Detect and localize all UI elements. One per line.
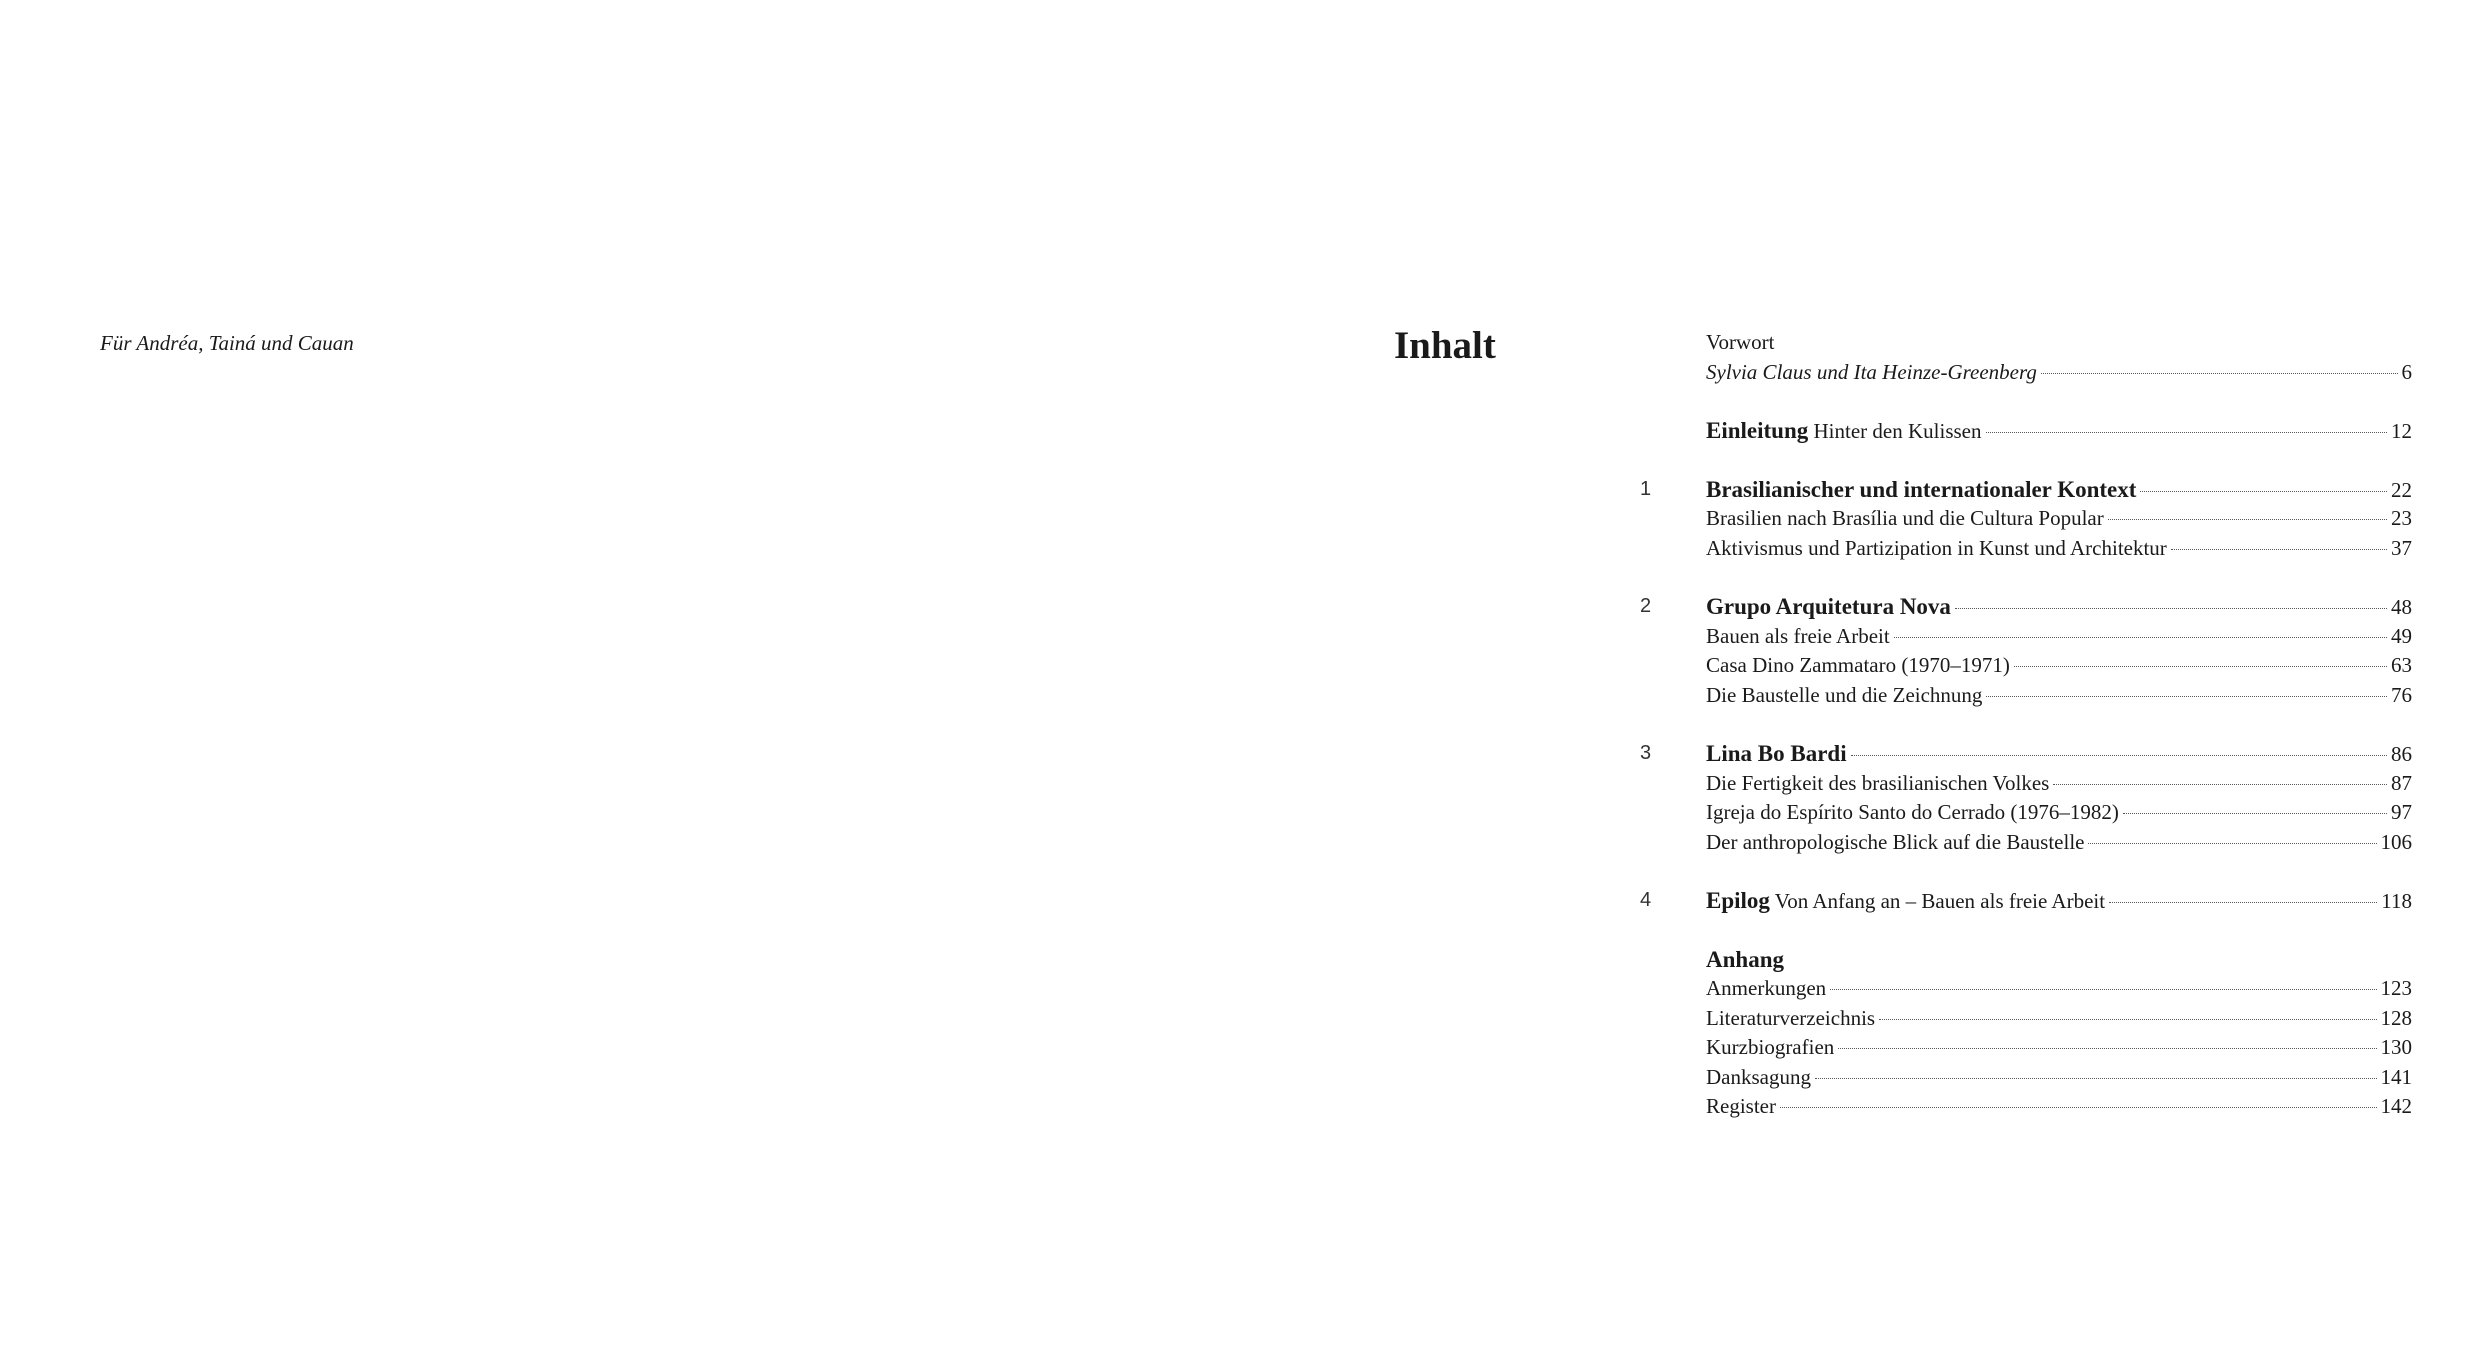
toc-line (1706, 974, 2412, 1004)
toc-section (1640, 416, 2412, 446)
toc-entry[interactable] (1640, 416, 2412, 446)
toc-entry-text: Casa Dino Zammataro (1970–1971) (1706, 653, 2010, 677)
toc-title: Inhalt (1394, 324, 1496, 367)
page-number: 49 (2391, 623, 2412, 648)
toc-entry[interactable] (1640, 622, 2412, 652)
toc-line (1706, 1092, 2412, 1122)
toc-entry[interactable] (1640, 1063, 2412, 1093)
toc-entry[interactable] (1640, 974, 2412, 1004)
toc-entry[interactable] (1640, 358, 2412, 388)
toc-row (1640, 945, 2412, 975)
toc-entry-text: Der anthropologische Blick auf die Baustelle (1706, 829, 2085, 854)
dot-leader (2109, 902, 2377, 903)
page-number: 128 (2380, 1005, 2412, 1030)
toc-entry[interactable] (1640, 1092, 2412, 1122)
chapter-number: 2 (1640, 595, 1652, 617)
toc-line (1706, 739, 2412, 770)
dot-leader (1838, 1048, 2376, 1049)
page-number: 23 (2391, 506, 2412, 530)
toc-entry[interactable] (1640, 328, 2412, 358)
toc-entry[interactable] (1640, 681, 2412, 711)
toc-section (1640, 475, 2412, 564)
page-number: 142 (2380, 1094, 2412, 1118)
page-number: 6 (2401, 359, 2412, 384)
toc-entry-label (1706, 592, 1951, 623)
dedication: Für Andréa, Tainá und Cauan (100, 331, 354, 355)
dot-leader (2171, 549, 2387, 550)
page-number: 118 (2381, 889, 2412, 913)
toc-line (1706, 1004, 2412, 1034)
toc-entry-label (1706, 622, 1890, 652)
toc-entry-text: Brasilien nach Brasília und die Cultura Popular (1706, 506, 2104, 530)
toc-line (1706, 945, 2412, 975)
toc-entry-label (1706, 1033, 1834, 1063)
toc-line (1706, 592, 2412, 623)
toc-section (1640, 739, 2412, 857)
toc-entry-text: Vorwort (1706, 330, 1775, 354)
toc-line (1706, 504, 2412, 534)
toc-entry-bold-title: Grupo Arquitetura Nova (1706, 594, 1951, 619)
toc-entry-text: Literaturverzeichnis (1706, 1005, 1876, 1030)
page-number: 37 (2391, 535, 2412, 560)
dot-leader (1830, 989, 2376, 990)
toc-line (1706, 358, 2412, 388)
toc-entry-label (1706, 739, 1847, 770)
dot-leader (2123, 813, 2387, 814)
dot-leader (1955, 608, 2387, 609)
toc-entry-text: Anmerkungen (1706, 976, 1827, 1000)
toc-entry-label (1706, 651, 2010, 681)
toc-entry-text: Igreja do Espírito Santo do Cerrado (1976–1982) (1706, 800, 2119, 824)
dot-leader (2014, 666, 2387, 667)
toc-line (1706, 475, 2412, 506)
toc-entry-text: Register (1706, 1094, 1776, 1118)
toc-entry-label (1706, 828, 2084, 858)
toc-entry[interactable] (1640, 534, 2412, 564)
page-number: 86 (2391, 742, 2412, 766)
toc-entry-label (1706, 534, 2167, 564)
toc-entry-text: Die Fertigkeit des brasilianischen Volkes (1706, 770, 2050, 795)
toc-entry-label (1706, 475, 2136, 506)
toc-section (1640, 886, 2412, 916)
toc-line (1706, 534, 2412, 564)
toc-section (1640, 592, 2412, 710)
dot-leader (1851, 755, 2387, 756)
toc-entry-label (1706, 1092, 1776, 1122)
chapter-number: 4 (1640, 889, 1652, 911)
page-number: 22 (2391, 477, 2412, 502)
toc-entry-bold-title: Brasilianischer und internationaler Kontext (1706, 476, 2137, 502)
toc-entry-label (1706, 798, 2119, 828)
page-number: 87 (2391, 770, 2412, 795)
dot-leader (1815, 1078, 2377, 1079)
page-number: 63 (2391, 653, 2412, 677)
page-number: 130 (2380, 1035, 2412, 1059)
toc-entry[interactable] (1640, 592, 2412, 622)
toc-entry-text: Die Baustelle und die Zeichnung (1706, 682, 1983, 707)
toc-entry[interactable] (1640, 1004, 2412, 1034)
toc-line (1706, 1063, 2412, 1093)
toc-line (1706, 681, 2412, 711)
toc-entry-text: Danksagung (1706, 1064, 1811, 1089)
dot-leader (2088, 843, 2376, 844)
toc-entry-author: Sylvia Claus und Ita Heinze-Greenberg (1706, 359, 2037, 384)
chapter-number: 3 (1640, 742, 1652, 764)
table-of-contents (1640, 328, 2412, 1151)
toc-entry-label (1706, 974, 1826, 1004)
toc-entry-label (1706, 328, 1774, 358)
toc-entry-text: Kurzbiografien (1706, 1035, 1835, 1059)
chapter-number: 1 (1640, 477, 1652, 500)
dot-leader (2108, 519, 2387, 520)
page-number: 141 (2380, 1064, 2412, 1089)
toc-entry-bold-title: Lina Bo Bardi (1706, 741, 1847, 766)
page-number: 12 (2391, 419, 2412, 443)
toc-entry-bold-title: Einleitung (1706, 418, 1809, 443)
toc-entry[interactable] (1640, 886, 2412, 916)
toc-line (1706, 328, 2412, 358)
toc-entry-label (1706, 358, 2037, 388)
dot-leader (1986, 432, 2388, 433)
toc-section (1640, 328, 2412, 387)
toc-entry[interactable] (1640, 769, 2412, 799)
toc-line (1706, 622, 2412, 652)
toc-line (1706, 828, 2412, 858)
toc-entry-label (1706, 504, 2104, 534)
toc-entry-label (1706, 769, 2049, 799)
toc-entry-label (1706, 886, 2105, 917)
toc-section-heading: Anhang (1706, 946, 1784, 972)
dot-leader (1986, 696, 2387, 697)
dot-leader (2053, 784, 2387, 785)
toc-entry[interactable] (1640, 828, 2412, 858)
toc-entry[interactable] (1640, 504, 2412, 534)
page-number: 76 (2391, 682, 2412, 707)
toc-line (1706, 798, 2412, 828)
dot-leader (2140, 491, 2387, 492)
toc-entry[interactable] (1640, 475, 2412, 505)
toc-entry[interactable] (1640, 798, 2412, 828)
toc-entry[interactable] (1640, 739, 2412, 769)
toc-entry-bold-title: Epilog (1706, 888, 1770, 913)
toc-line (1706, 416, 2412, 447)
toc-entry[interactable] (1640, 651, 2412, 681)
toc-entry-label (1706, 1063, 1811, 1093)
toc-entry[interactable] (1640, 1033, 2412, 1063)
page-number: 123 (2380, 976, 2412, 1000)
toc-section (1640, 945, 2412, 1122)
toc-entry-label (1706, 416, 1982, 447)
dot-leader (2041, 373, 2398, 374)
dot-leader (1780, 1107, 2377, 1108)
toc-entry-label (1706, 1004, 1875, 1034)
page-number: 106 (2380, 829, 2412, 854)
toc-line (1706, 886, 2412, 917)
toc-entry-text: Bauen als freie Arbeit (1706, 623, 1890, 648)
dot-leader (1879, 1019, 2376, 1020)
toc-entry-text: Aktivismus und Partizipation in Kunst und Architektur (1706, 535, 2167, 560)
toc-line (1706, 1033, 2412, 1063)
toc-line (1706, 769, 2412, 799)
page-number: 48 (2391, 595, 2412, 619)
toc-entry-text: Von Anfang an – Bauen als freie Arbeit (1774, 889, 2106, 913)
toc-entry-label (1706, 681, 1982, 711)
page-number: 97 (2391, 800, 2412, 824)
toc-line (1706, 651, 2412, 681)
toc-entry-text: Hinter den Kulissen (1813, 419, 1982, 443)
dot-leader (1894, 637, 2387, 638)
